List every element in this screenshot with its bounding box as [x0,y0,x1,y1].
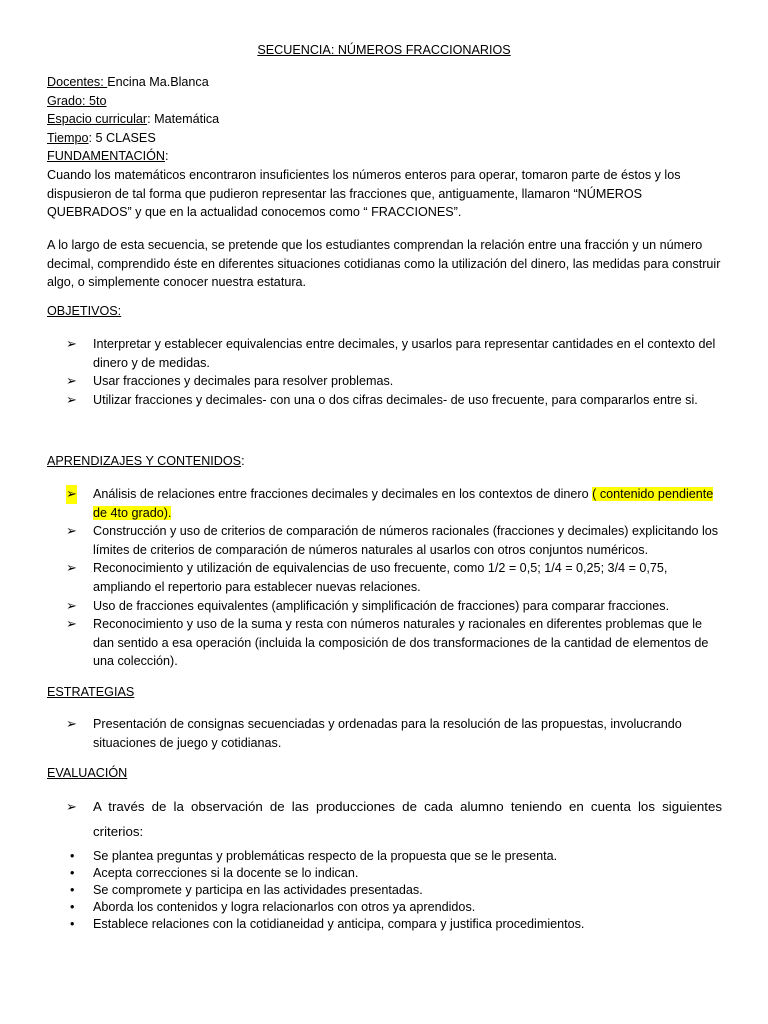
grado-value: 5to [89,93,107,108]
tiempo-line [47,129,722,148]
evaluacion-main-item: ➢ A través de la observación de las producciones de cada alumno teniendo en cuenta los siguientes criterios: [66,794,722,844]
bullet-icon: • [70,917,75,931]
list-item: ➢ Presentación de consignas secuenciadas y ordenadas para la resolución de las propuestas, involucrando situaciones de juego y cotidianas. [66,716,682,750]
list-item: • Se plantea preguntas y problemáticas respecto de la propuesta que se le presenta. [70,849,558,863]
arrow-bullet-icon: ➢ [66,336,77,351]
fundamentacion-label: FUNDAMENTACIÓN [47,149,166,164]
aprendizajes-list [66,485,720,671]
estrategias-heading: ESTRATEGIAS [47,685,135,699]
grado-label: Grado: [47,93,89,108]
docentes-line [47,73,722,92]
evaluacion-heading: EVALUACIÓN [47,766,128,780]
list-item: • Establece relaciones con la cotidianeidad y anticipa, compara y justifica procedimientos. [70,917,585,931]
fundamentacion-paragraph-1: Cuando los matemáticos encontraron insuficientes los números enteros para operar, tomaron parte de éstos y los dispusieron de tal forma que pudieron representar las fracciones que, antiguamente, llamaron “NÚMEROS QUEBRADOS” y que en la actualidad conocemos como “ FRACCIONES”. [47,167,681,220]
list-item: • Aborda los contenidos y logra relacionarlos con otros ya aprendidos. [70,900,476,914]
estrategias-list [66,715,720,752]
tiempo-label: Tiempo [47,130,89,145]
arrow-bullet-icon: ➢ [66,560,77,576]
objetivos-heading: OBJETIVOS: [47,304,122,318]
criterios-list [70,848,720,933]
bullet-icon: • [70,883,75,897]
espacio-label: Espacio curricular [47,112,148,127]
list-item: ➢ Reconocimiento y uso de la suma y resta con números naturales y racionales en diferentes problemas que le dan sentido a esa operación (incluida la composición de dos transformaciones de la cantidad de elementos de una colección). [66,616,709,669]
tiempo-value: : 5 CLASES [88,130,156,145]
docentes-label: Docentes: [47,75,108,89]
fundamentacion-colon: : [165,149,169,164]
list-item: ➢ Utilizar fracciones y decimales- con una o dos cifras decimales- de uso frecuente, para compararlos entre si. [66,391,720,410]
highlighted-note: ( contenido pendiente de 4to grado). [93,487,714,520]
espacio-value: : Matemática [147,112,220,127]
list-item: ➢ Reconocimiento y utilización de equivalencias de uso frecuente, como 1/2 = 0,5; 1/4 = 0,25; 3/4 = 0,75, ampliando el repertorio para establecer nuevas relaciones. [66,560,668,594]
espacio-line [47,110,722,129]
arrow-bullet-icon: ➢ [66,391,77,407]
bullet-icon: • [70,900,75,914]
list-item: ➢ Usar fracciones y decimales para resolver problemas. [66,372,720,391]
objetivos-list [66,335,720,409]
arrow-bullet-icon: ➢ [66,485,77,504]
arrow-bullet-icon: ➢ [66,523,77,539]
list-item: ➢ Construcción y uso de criterios de comparación de números racionales (fracciones y decimales) explicitando los límites de criterios de comparación de números naturales al usarlos con otros conjuntos numéricos. [66,523,719,557]
list-item: ➢ Uso de fracciones equivalentes (amplificación y simplificación de fracciones) para comparar fracciones. [66,597,720,616]
arrow-bullet-icon: ➢ [66,597,77,613]
arrow-bullet-icon: ➢ [66,616,77,632]
arrow-bullet-icon: ➢ [66,799,77,814]
aprendizajes-heading: APRENDIZAJES Y CONTENIDOS: [47,454,245,468]
arrow-bullet-icon: ➢ [66,373,77,389]
list-item: ➢ Interpretar y establecer equivalencias entre decimales, y usarlos para representar cantidades en el contexto del dinero y de medidas. [66,336,716,370]
arrow-bullet-icon: ➢ [66,716,77,731]
document-title: SECUENCIA: NÚMEROS FRACCIONARIOS [257,43,511,57]
docentes-value: Encina Ma.Blanca [107,75,209,89]
list-item: ➢ Análisis de relaciones entre fracciones decimales y decimales en los contextos de dinero ( contenido pendiente de 4to grado). [66,486,714,520]
fundamentacion-paragraph-2: A lo largo de esta secuencia, se pretende que los estudiantes comprendan la relación entre una fracción y un número decimal, comprendido éste en diferentes situaciones cotidianas como la utilización del dinero, las medidas para construir algo, o simplemente conocer nuestra estatura. [47,238,721,290]
fundamentacion-heading [47,147,722,166]
bullet-icon: • [70,849,75,863]
list-item: • Acepta correcciones si la docente se lo indican. [70,866,359,880]
header-info [47,73,722,222]
list-item: • Se compromete y participa en las actividades presentadas. [70,883,423,897]
grado-line [47,92,722,111]
bullet-icon: • [70,866,75,880]
